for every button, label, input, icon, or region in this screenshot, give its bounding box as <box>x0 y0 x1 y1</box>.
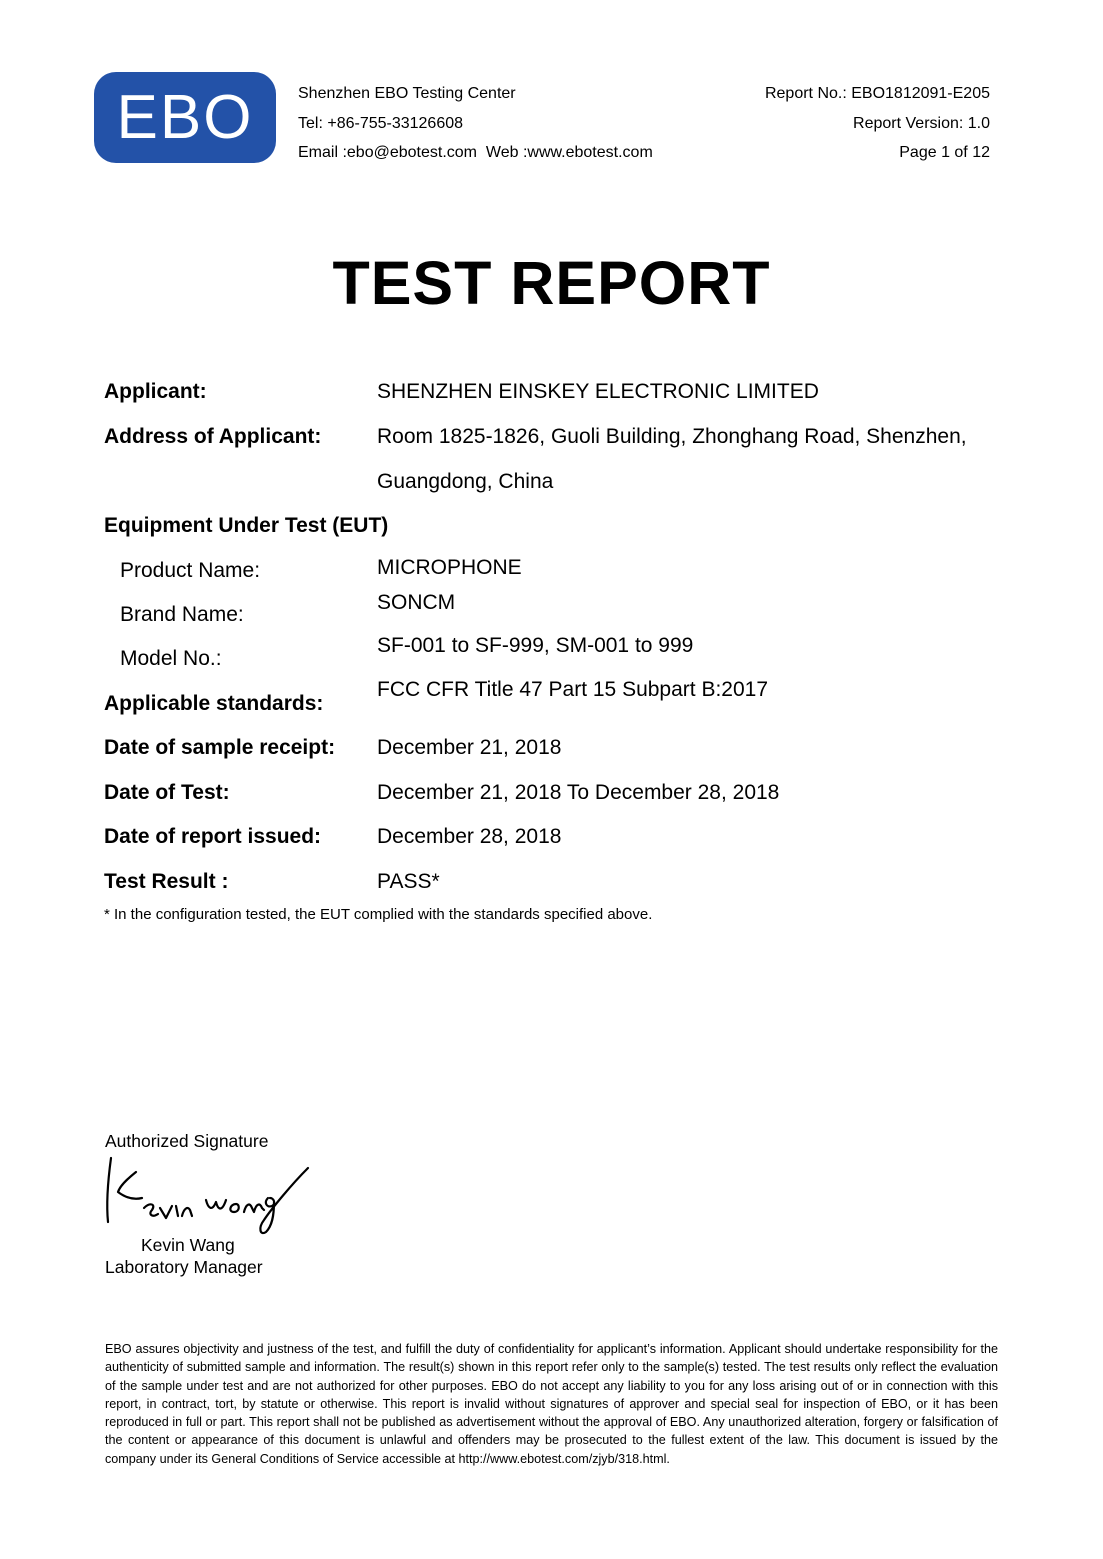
logo-text: EBO <box>116 82 254 152</box>
receipt-date-label: Date of sample receipt: <box>104 736 336 759</box>
test-date-label: Date of Test: <box>104 781 230 804</box>
telephone: Tel: +86-755-33126608 <box>298 114 464 132</box>
signer-title: Laboratory Manager <box>105 1257 263 1277</box>
report-version: Report Version: 1.0 <box>853 114 990 132</box>
model-no-label: Model No.: <box>120 647 222 670</box>
header-report-block <box>765 79 990 168</box>
signature-heading: Authorized Signature <box>105 1131 269 1151</box>
compliance-note: * In the configuration tested, the EUT complied with the standards specified above. <box>104 906 653 923</box>
test-result-label: Test Result : <box>104 870 229 893</box>
brand-name-value: SONCM <box>377 591 456 614</box>
issued-date-label: Date of report issued: <box>104 825 322 848</box>
signer-name: Kevin Wang <box>141 1235 235 1255</box>
test-date-value: December 21, 2018 To December 28, 2018 <box>377 781 780 804</box>
brand-name-label: Brand Name: <box>120 603 244 626</box>
test-result-value: PASS* <box>377 870 440 893</box>
model-no-value: SF-001 to SF-999, SM-001 to 999 <box>377 634 694 657</box>
product-name-label: Product Name: <box>120 559 261 582</box>
header-contact-block <box>298 79 653 168</box>
ebo-logo <box>94 72 276 163</box>
address-label: Address of Applicant: <box>104 425 322 448</box>
disclaimer-text: EBO assures objectivity and justness of the test, and fulfill the duty of confidentiality for applicant’s information. Applicant should undertake responsibility for the authenticity of submitted sample and information. The result(s) shown in this report refer only to the sample(s) tested. The test results only reflect the evaluation of the sample under test and are not authorized for other purposes. EBO do not accept any liability to you for any loss arising out of or in connection with this report, in contract, tort, by statute or otherwise. This report is invalid without signatures of approver and special seal for inspection of EBO, or it has been reproduced in full or part. This report shall not be published as advertisement without the approval of EBO. Any unauthorized alteration, forgery or falsification of the content or appearance of this document is unlawful and offenders may be prosecuted to the fullest extent of the law. This document is issued by the company under its General Conditions of Service accessible at http://www.ebotest.com/zjyb/318.html. <box>105 1342 998 1466</box>
handwritten-signature <box>96 1150 316 1240</box>
issued-date-value: December 28, 2018 <box>377 825 562 848</box>
address-line-1: Room 1825-1826, Guoli Building, Zhonghang Road, Shenzhen, <box>377 425 967 448</box>
report-number: Report No.: EBO1812091-E205 <box>764 85 990 102</box>
page-title: TEST REPORT <box>332 249 771 317</box>
standards-value: FCC CFR Title 47 Part 15 Subpart B:2017 <box>377 678 769 701</box>
standards-label: Applicable standards: <box>104 692 324 715</box>
applicant-value: SHENZHEN EINSKEY ELECTRONIC LIMITED <box>377 380 819 403</box>
address-line-2: Guangdong, China <box>377 470 554 493</box>
page-number: Page 1 of 12 <box>899 144 990 161</box>
applicant-label: Applicant: <box>104 380 207 403</box>
product-name-value: MICROPHONE <box>377 556 522 579</box>
email-web: Email :ebo@ebotest.com Web :www.ebotest.com <box>298 144 653 161</box>
receipt-date-value: December 21, 2018 <box>377 736 562 759</box>
eut-heading: Equipment Under Test (EUT) <box>104 514 389 537</box>
company-name: Shenzhen EBO Testing Center <box>298 85 516 102</box>
